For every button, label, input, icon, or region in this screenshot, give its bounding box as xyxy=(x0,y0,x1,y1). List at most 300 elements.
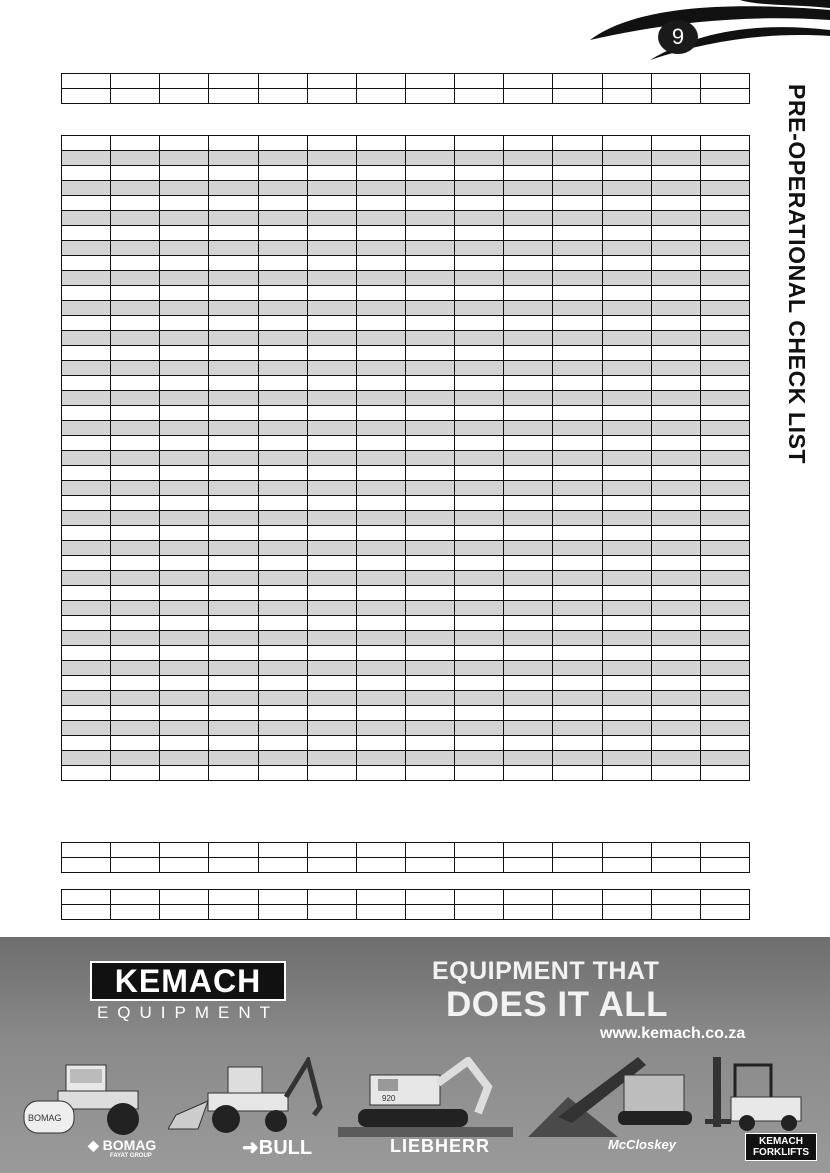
grid-cell xyxy=(553,271,602,286)
grid-cell xyxy=(455,226,504,241)
grid-cell xyxy=(307,256,356,271)
grid-cell xyxy=(405,890,454,905)
grid-cell xyxy=(553,241,602,256)
grid-cell xyxy=(504,286,553,301)
grid-cell xyxy=(111,905,160,920)
grid-cell xyxy=(111,466,160,481)
grid-cell xyxy=(651,376,700,391)
grid-cell xyxy=(160,721,209,736)
grid-cell xyxy=(356,661,405,676)
grid-cell xyxy=(209,646,258,661)
grid-cell xyxy=(111,181,160,196)
grid-cell xyxy=(651,858,700,873)
grid-cell xyxy=(111,571,160,586)
grid-cell xyxy=(651,241,700,256)
grid-cell xyxy=(455,676,504,691)
grid-cell xyxy=(602,905,651,920)
grid-cell xyxy=(258,331,307,346)
grid-cell xyxy=(504,511,553,526)
grid-cell xyxy=(700,376,749,391)
grid-cell xyxy=(111,301,160,316)
grid-cell xyxy=(651,721,700,736)
grid-row xyxy=(62,571,750,586)
grid-cell xyxy=(307,646,356,661)
grid-cell xyxy=(700,858,749,873)
grid-cell xyxy=(160,481,209,496)
grid-cell xyxy=(455,843,504,858)
grid-cell xyxy=(700,706,749,721)
grid-cell xyxy=(62,511,111,526)
grid-cell xyxy=(504,376,553,391)
grid-cell xyxy=(356,331,405,346)
grid-cell xyxy=(504,751,553,766)
grid-cell xyxy=(700,226,749,241)
grid-cell xyxy=(504,466,553,481)
grid-cell xyxy=(455,466,504,481)
grid-cell xyxy=(209,676,258,691)
grid-cell xyxy=(504,331,553,346)
grid-row xyxy=(62,316,750,331)
grid-cell xyxy=(455,436,504,451)
grid-cell xyxy=(111,391,160,406)
grid-cell xyxy=(405,858,454,873)
grid-cell xyxy=(209,616,258,631)
grid-cell xyxy=(160,271,209,286)
grid-cell xyxy=(111,676,160,691)
grid-cell xyxy=(553,631,602,646)
grid-cell xyxy=(62,391,111,406)
grid-cell xyxy=(504,226,553,241)
grid-cell xyxy=(62,721,111,736)
grid-cell xyxy=(160,406,209,421)
grid-cell xyxy=(62,166,111,181)
grid-cell xyxy=(62,211,111,226)
grid-cell xyxy=(307,511,356,526)
grid-row xyxy=(62,256,750,271)
grid-cell xyxy=(111,496,160,511)
grid-cell xyxy=(160,766,209,781)
grid-cell xyxy=(209,211,258,226)
grid-cell xyxy=(160,301,209,316)
grid-row xyxy=(62,196,750,211)
grid-cell xyxy=(455,316,504,331)
grid-cell xyxy=(651,196,700,211)
grid-cell xyxy=(258,858,307,873)
grid-cell xyxy=(455,166,504,181)
grid-cell xyxy=(160,890,209,905)
grid-cell xyxy=(455,721,504,736)
grid-cell xyxy=(111,316,160,331)
grid-cell xyxy=(307,316,356,331)
grid-cell xyxy=(700,586,749,601)
grid-cell xyxy=(356,166,405,181)
grid-cell xyxy=(160,556,209,571)
grid-cell xyxy=(504,421,553,436)
grid-cell xyxy=(602,631,651,646)
grid-cell xyxy=(700,541,749,556)
grid-cell xyxy=(111,361,160,376)
grid-cell xyxy=(258,166,307,181)
grid-cell xyxy=(258,391,307,406)
grid-cell xyxy=(602,676,651,691)
grid-cell xyxy=(160,496,209,511)
grid-cell xyxy=(602,211,651,226)
grid-cell xyxy=(160,436,209,451)
grid-cell xyxy=(504,858,553,873)
grid-cell xyxy=(455,256,504,271)
grid-cell xyxy=(356,905,405,920)
grid-cell xyxy=(160,316,209,331)
grid-cell xyxy=(307,691,356,706)
grid-cell xyxy=(160,226,209,241)
grid-cell xyxy=(602,196,651,211)
grid-cell xyxy=(504,843,553,858)
grid-cell xyxy=(62,616,111,631)
grid-cell xyxy=(111,331,160,346)
grid-cell xyxy=(455,631,504,646)
grid-cell xyxy=(111,451,160,466)
website-url: www.kemach.co.za xyxy=(600,1025,746,1042)
grid-cell xyxy=(602,241,651,256)
grid-cell xyxy=(504,406,553,421)
grid-cell xyxy=(455,890,504,905)
grid-cell xyxy=(700,526,749,541)
grid-cell xyxy=(553,586,602,601)
grid-cell xyxy=(602,286,651,301)
grid-cell xyxy=(307,271,356,286)
grid-cell xyxy=(651,890,700,905)
grid-cell xyxy=(209,301,258,316)
grid-cell xyxy=(700,601,749,616)
grid-cell xyxy=(651,466,700,481)
grid-cell xyxy=(651,676,700,691)
grid-cell xyxy=(356,736,405,751)
grid-cell xyxy=(504,601,553,616)
grid-cell xyxy=(356,890,405,905)
grid-cell xyxy=(651,843,700,858)
grid-cell xyxy=(651,211,700,226)
grid-cell xyxy=(700,466,749,481)
grid-cell xyxy=(455,586,504,601)
grid-cell xyxy=(553,511,602,526)
grid-cell xyxy=(602,451,651,466)
grid-cell xyxy=(602,766,651,781)
grid-cell xyxy=(455,736,504,751)
grid-cell xyxy=(504,301,553,316)
grid-cell xyxy=(405,286,454,301)
grid-cell xyxy=(405,136,454,151)
grid-cell xyxy=(455,691,504,706)
grid-cell xyxy=(160,376,209,391)
grid-cell xyxy=(602,736,651,751)
grid-cell xyxy=(62,89,111,104)
grid-cell xyxy=(504,436,553,451)
grid-cell xyxy=(356,451,405,466)
grid-cell xyxy=(405,421,454,436)
grid-cell xyxy=(504,361,553,376)
grid-cell xyxy=(602,571,651,586)
grid-cell xyxy=(209,136,258,151)
grid-cell xyxy=(504,241,553,256)
grid-cell xyxy=(258,511,307,526)
bomag-logo-text: BOMAG xyxy=(102,1137,157,1153)
grid-cell xyxy=(209,736,258,751)
grid-cell xyxy=(405,481,454,496)
grid-cell xyxy=(700,436,749,451)
grid-cell xyxy=(405,376,454,391)
grid-cell xyxy=(111,541,160,556)
grid-cell xyxy=(651,556,700,571)
grid-cell xyxy=(455,241,504,256)
grid-cell xyxy=(258,196,307,211)
grid-cell xyxy=(209,346,258,361)
page-title: PRE-OPERATIONAL CHECK LIST xyxy=(784,84,810,465)
grid-cell xyxy=(258,74,307,89)
grid-cell xyxy=(307,890,356,905)
grid-cell xyxy=(651,706,700,721)
bomag-logo-icon: ◆ xyxy=(88,1137,103,1153)
grid-cell xyxy=(602,436,651,451)
grid-cell xyxy=(700,691,749,706)
grid-cell xyxy=(307,89,356,104)
grid-cell xyxy=(62,766,111,781)
grid-row xyxy=(62,226,750,241)
grid-cell xyxy=(651,136,700,151)
grid-row xyxy=(62,391,750,406)
grid-cell xyxy=(405,496,454,511)
grid-cell xyxy=(258,466,307,481)
excavator-label: 920 xyxy=(382,1094,396,1103)
grid-cell xyxy=(553,361,602,376)
grid-cell xyxy=(504,676,553,691)
grid-cell xyxy=(455,858,504,873)
grid-cell xyxy=(405,631,454,646)
grid-row xyxy=(62,496,750,511)
grid-cell xyxy=(504,541,553,556)
roller-machine-image xyxy=(18,1057,148,1137)
grid-row xyxy=(62,676,750,691)
grid-row xyxy=(62,843,750,858)
grid-cell xyxy=(111,346,160,361)
grid-cell xyxy=(307,843,356,858)
grid-cell xyxy=(258,271,307,286)
kemach-logo xyxy=(90,961,286,1022)
grid-cell xyxy=(455,511,504,526)
grid-row xyxy=(62,286,750,301)
grid-row xyxy=(62,586,750,601)
grid-cell xyxy=(258,676,307,691)
grid-cell xyxy=(455,406,504,421)
grid-cell xyxy=(62,376,111,391)
grid-cell xyxy=(602,406,651,421)
grid-row xyxy=(62,541,750,556)
grid-cell xyxy=(504,526,553,541)
grid-cell xyxy=(209,166,258,181)
grid-cell xyxy=(602,346,651,361)
grid-cell xyxy=(651,905,700,920)
grid-cell xyxy=(553,151,602,166)
grid-cell xyxy=(356,89,405,104)
grid-cell xyxy=(62,571,111,586)
grid-cell xyxy=(651,526,700,541)
grid-cell xyxy=(160,421,209,436)
grid-cell xyxy=(62,843,111,858)
grid-cell xyxy=(356,676,405,691)
grid-cell xyxy=(504,631,553,646)
grid-cell xyxy=(553,376,602,391)
grid-cell xyxy=(111,89,160,104)
grid-cell xyxy=(455,151,504,166)
excavator-machine-image xyxy=(338,1057,513,1137)
grid-cell xyxy=(111,751,160,766)
grid-cell xyxy=(111,136,160,151)
grid-cell xyxy=(553,890,602,905)
grid-cell xyxy=(356,406,405,421)
grid-cell xyxy=(455,301,504,316)
grid-cell xyxy=(356,211,405,226)
grid-cell xyxy=(209,74,258,89)
grid-cell xyxy=(258,256,307,271)
bull-logo-text: BULL xyxy=(258,1137,313,1159)
grid-cell xyxy=(258,766,307,781)
grid-cell xyxy=(455,601,504,616)
grid-cell xyxy=(356,858,405,873)
grid-cell xyxy=(553,646,602,661)
grid-cell xyxy=(111,556,160,571)
grid-cell xyxy=(553,601,602,616)
grid-cell xyxy=(62,631,111,646)
grid-cell xyxy=(62,736,111,751)
grid-cell xyxy=(307,346,356,361)
grid-row xyxy=(62,346,750,361)
grid-cell xyxy=(455,905,504,920)
grid-cell xyxy=(405,346,454,361)
grid-cell xyxy=(62,256,111,271)
grid-cell xyxy=(62,601,111,616)
grid-cell xyxy=(455,526,504,541)
grid-cell xyxy=(504,346,553,361)
grid-cell xyxy=(553,466,602,481)
grid-cell xyxy=(258,616,307,631)
grid-cell xyxy=(602,616,651,631)
grid-cell xyxy=(356,151,405,166)
checklist-grid xyxy=(61,135,750,781)
grid-cell xyxy=(405,571,454,586)
grid-cell xyxy=(700,196,749,211)
grid-cell xyxy=(160,616,209,631)
tagline-2: DOES IT ALL xyxy=(446,985,668,1024)
grid-cell xyxy=(62,905,111,920)
grid-row xyxy=(62,421,750,436)
grid-cell xyxy=(111,241,160,256)
grid-cell xyxy=(602,271,651,286)
bomag-logo xyxy=(88,1137,156,1154)
grid-cell xyxy=(209,451,258,466)
grid-cell xyxy=(209,481,258,496)
grid-cell xyxy=(111,226,160,241)
mccloskey-logo: McCloskey xyxy=(608,1137,676,1152)
grid-cell xyxy=(651,511,700,526)
grid-cell xyxy=(455,376,504,391)
grid-cell xyxy=(111,286,160,301)
grid-cell xyxy=(209,196,258,211)
grid-cell xyxy=(405,151,454,166)
grid-cell xyxy=(160,843,209,858)
bull-logo-icon: ➜ xyxy=(242,1137,259,1159)
grid-cell xyxy=(62,451,111,466)
grid-cell xyxy=(405,241,454,256)
advert-banner xyxy=(0,937,830,1173)
grid-cell xyxy=(700,241,749,256)
grid-cell xyxy=(700,631,749,646)
grid-cell xyxy=(455,286,504,301)
grid-cell xyxy=(405,166,454,181)
grid-cell xyxy=(602,706,651,721)
grid-cell xyxy=(553,166,602,181)
grid-cell xyxy=(651,541,700,556)
grid-cell xyxy=(160,346,209,361)
grid-cell xyxy=(111,858,160,873)
grid-cell xyxy=(209,541,258,556)
grid-cell xyxy=(356,616,405,631)
grid-cell xyxy=(258,241,307,256)
grid-cell xyxy=(258,181,307,196)
grid-cell xyxy=(307,301,356,316)
grid-cell xyxy=(307,905,356,920)
grid-cell xyxy=(405,466,454,481)
grid-cell xyxy=(504,481,553,496)
grid-cell xyxy=(209,89,258,104)
grid-cell xyxy=(553,226,602,241)
grid-cell xyxy=(160,571,209,586)
grid-cell xyxy=(504,646,553,661)
grid-cell xyxy=(651,361,700,376)
grid-cell xyxy=(160,166,209,181)
grid-cell xyxy=(356,496,405,511)
grid-cell xyxy=(651,766,700,781)
grid-cell xyxy=(356,271,405,286)
grid-cell xyxy=(258,436,307,451)
grid-cell xyxy=(209,286,258,301)
grid-cell xyxy=(160,511,209,526)
grid-cell xyxy=(356,706,405,721)
grid-cell xyxy=(209,691,258,706)
grid-cell xyxy=(651,166,700,181)
grid-cell xyxy=(258,346,307,361)
grid-cell xyxy=(62,181,111,196)
grid-cell xyxy=(700,136,749,151)
grid-cell xyxy=(602,226,651,241)
grid-cell xyxy=(111,406,160,421)
grid-cell xyxy=(356,361,405,376)
grid-cell xyxy=(258,706,307,721)
grid-cell xyxy=(356,481,405,496)
grid-cell xyxy=(62,481,111,496)
grid-row xyxy=(62,905,750,920)
grid-cell xyxy=(258,421,307,436)
grid-cell xyxy=(62,691,111,706)
grid-cell xyxy=(209,631,258,646)
grid-row xyxy=(62,706,750,721)
grid-cell xyxy=(602,181,651,196)
grid-cell xyxy=(209,766,258,781)
grid-cell xyxy=(258,736,307,751)
grid-cell xyxy=(356,556,405,571)
grid-cell xyxy=(160,661,209,676)
grid-cell xyxy=(405,676,454,691)
grid-cell xyxy=(258,526,307,541)
grid-cell xyxy=(700,676,749,691)
